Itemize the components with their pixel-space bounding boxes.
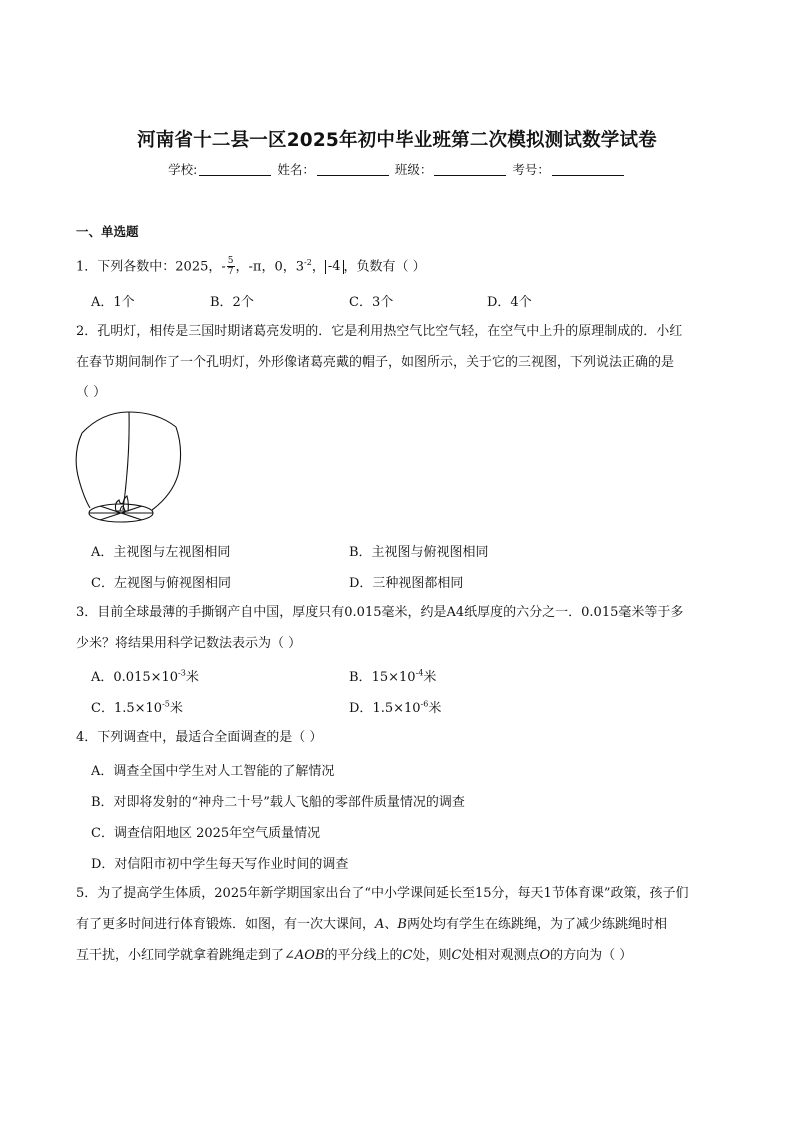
q5-line-1: 5．为了提高学生体质，2025年新学期国家出台了“中小学课间延长至15分，每天1节体育课”政策，孩子们 [76,886,689,901]
q2-line-1: 2．孔明灯，相传是三国时期诸葛亮发明的．它是利用热空气比空气轻，在空气中上升的原理制成的．小红 [76,324,683,339]
q5-line-2-part-b: 、 [384,917,398,932]
q1-option-a: A．1个 [91,295,135,310]
q3-option-c [91,697,183,716]
q3-option-d-mantissa: 1.5×10 [372,701,421,716]
school-blank [199,163,271,176]
q5-line-2 [76,909,667,940]
class-label: 班级： [394,162,433,177]
q2-option-c: C．左视图与俯视图相同 [91,576,231,591]
q2-option-b: B．主视图与俯视图相同 [349,545,489,560]
q5-point-a: A [375,917,385,932]
q2-option-d: D．三种视图都相同 [349,576,464,591]
question-1 [76,247,426,282]
q1-suffix: ，负数有（ ） [343,259,426,275]
q4-option-a: A．调查全国中学生对人工智能的了解情况 [91,764,335,779]
q5-line-2-part-c: 两处均有学生在练跳绳，为了减少练跳绳时相 [406,917,667,932]
q4-line-1: 4．下列调查中，最适合全面调查的是（ ） [76,730,323,745]
q5-point-b: B [397,917,407,932]
q5-point-o: O [539,948,551,963]
q1-power-base: 3 [295,259,305,275]
q4-option-d: D．对信阳市初中学生每天写作业时间的调查 [91,857,349,872]
q3-line-1: 3．目前全球最薄的手撕钢产自中国，厚度只有0.015毫米，约是A4纸厚度的六分之一．0.015毫米等于多 [76,605,684,620]
name-blank [317,163,389,176]
q5-line-3-part-d: 处相对观测点 [461,948,540,963]
q1-sep1: ， [235,259,249,275]
name-label: 姓名： [277,162,315,177]
q1-option-d: D．4个 [487,295,532,310]
student-info-row [0,160,794,178]
q1-option-b: B．2个 [210,295,254,310]
exam-title: 河南省十二县一区2025年初中毕业班第二次模拟测试数学试卷 [137,130,657,151]
q2-option-a: A．主视图与左视图相同 [91,545,231,560]
q1-option-c: C．3个 [349,295,394,310]
q3-option-c-exponent: -5 [162,699,170,709]
q2-line-3: （ ） [76,385,107,400]
q3-option-d [349,697,441,716]
q3-option-b [349,666,436,685]
exam-no-blank [552,163,624,176]
q3-option-b-unit: 米 [423,670,437,685]
q5-angle-aob: ∠AOB [284,948,325,963]
q5-line-3-part-c: 处，则 [412,948,452,963]
q5-line-3-part-e: 的方向为（ ） [550,948,633,963]
kongming-lantern-figure [72,410,188,530]
q1-sep3: ， [311,259,325,275]
q4-option-c: C．调查信阳地区 2025年空气质量情况 [91,826,321,841]
q5-point-c: C [402,948,413,963]
q3-option-c-unit: 米 [169,701,183,716]
q3-option-c-label: C． [91,701,114,716]
q3-option-b-mantissa: 15×10 [371,670,416,685]
q3-option-a-unit: 米 [185,670,199,685]
q3-option-d-label: D． [349,701,373,716]
q2-line-2: 在春节期间制作了一个孔明灯，外形像诸葛亮戴的帽子，如图所示，关于它的三视图，下列说法正确的是 [76,355,675,370]
q3-option-d-unit: 米 [428,701,442,716]
q5-point-c-2: C [451,948,462,963]
q3-option-a [91,666,199,685]
q3-option-a-exponent: -3 [178,668,186,678]
q1-prefix: 1．下列各数中：2025， [76,259,222,275]
q3-option-b-exponent: -4 [415,668,424,678]
q1-fraction-numerator: 5 [227,256,234,267]
q5-line-3-part-a: 互干扰，小红同学就拿着跳绳走到了 [76,948,285,963]
q3-option-b-label: B． [349,670,372,685]
q3-option-a-mantissa: 0.015×10 [113,670,179,685]
q1-fraction-denominator: 7 [227,267,234,278]
q1-neg-pi: -π [248,259,262,275]
q5-line-3 [76,940,632,971]
q4-option-b: B．对即将发射的“神舟二十号”载人飞船的零部件质量情况的调查 [91,795,465,810]
q1-abs-inner: -4 [327,259,341,275]
q1-fraction [227,256,235,277]
exam-no-label: 考号： [512,162,550,177]
q1-absolute-value [325,260,344,274]
q3-option-c-mantissa: 1.5×10 [113,701,163,716]
school-label: 学校: [168,162,198,177]
class-blank [434,163,506,176]
q1-sep2: ，0， [261,259,296,275]
q1-neg-sign: - [221,259,226,275]
q3-option-d-exponent: -6 [420,699,429,709]
q3-line-2: 少米？将结果用科学记数法表示为（ ） [76,636,302,651]
q5-line-2-part-a: 有了更多时间进行体育锻炼．如图，有一次大课间， [76,917,376,932]
q1-power-exponent: -2 [304,258,312,267]
q5-line-3-part-b: 的平分线上的 [324,948,403,963]
q3-option-a-label: A． [91,670,114,685]
section-heading: 一、单选题 [76,224,139,239]
